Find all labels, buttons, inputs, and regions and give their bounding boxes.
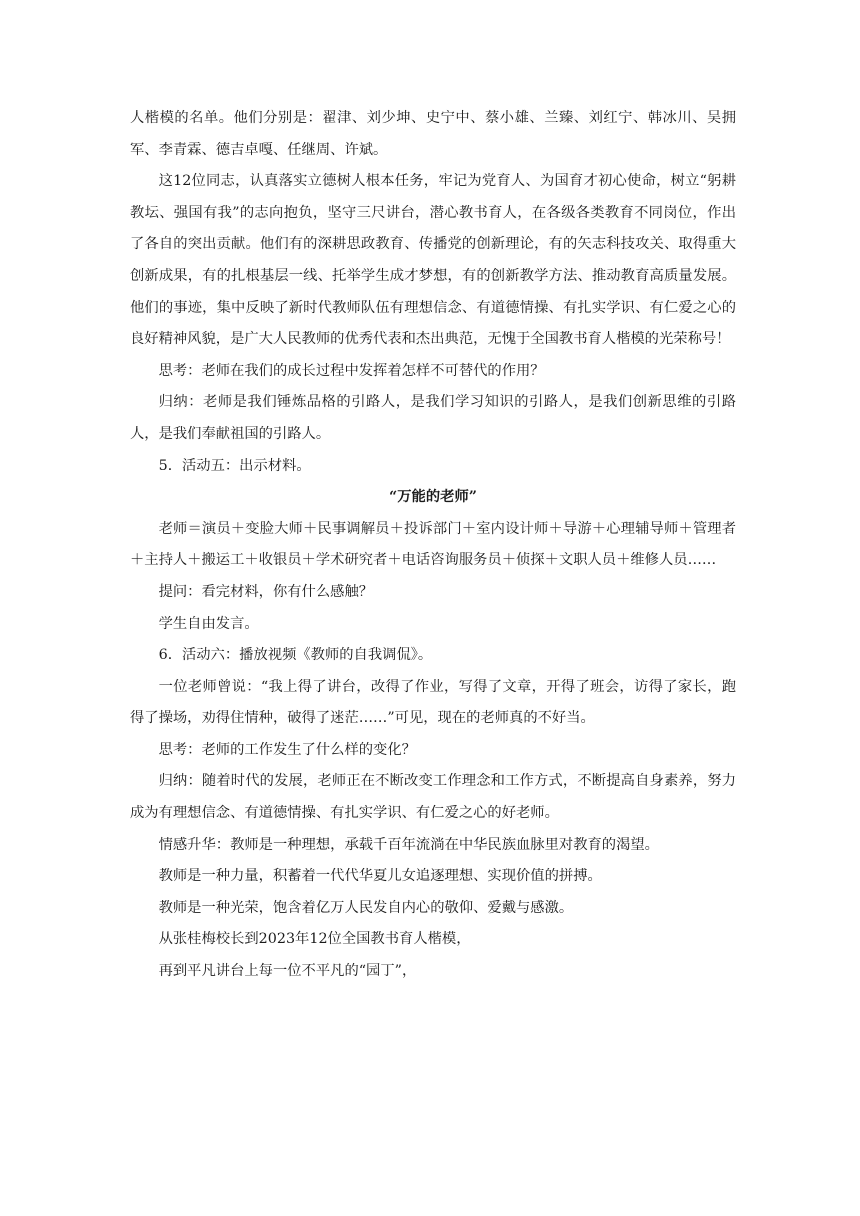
paragraph-teacher-said: 一位老师曾说：“我上得了讲台，改得了作业，写得了文章，开得了班会，访得了家长，跑得了操场，劝得住情种，破得了迷茫……”可见，现在的老师真的不好当。 xyxy=(130,678,736,727)
paragraph-question: 提问：看完材料，你有什么感触？ xyxy=(158,583,374,600)
paragraph-summary-2: 归纳：随着时代的发展，老师正在不断改变工作理念和工作方式，不断提高自身素养，努力成为有理想信念、有道德情操、有扎实学识、有仁爱之心的好老师。 xyxy=(130,773,736,822)
paragraph-names: 人楷模的名单。他们分别是：翟津、刘少坤、史宁中、蔡小雄、兰臻、刘红宁、韩冰川、吴拥军、李青霖、德吉卓嘎、任继周、许斌。 xyxy=(130,110,736,158)
paragraph-zhang: 从张桂梅校长到2023年12位全国教书育人楷模， xyxy=(158,931,471,948)
paragraph-think-2: 思考：老师的工作发生了什么样的变化？ xyxy=(158,741,416,758)
paragraph-power: 教师是一种力量，积蓄着一代代华夏儿女追逐理想、实现价值的拼搏。 xyxy=(158,868,602,885)
paragraph-think-1: 思考：老师在我们的成长过程中发挥着怎样不可替代的作用？ xyxy=(158,362,545,379)
paragraph-teacher-equation: 老师＝演员＋变脸大师＋民事调解员＋投诉部门＋室内设计师＋导游＋心理辅导师＋管理者＋主持人＋搬运工＋收银员＋学术研究者＋电话咨询服务员＋侦探＋文职人员＋维修人员…… xyxy=(130,520,736,569)
paragraph-twelve-comrades: 这12位同志，认真落实立德树人根本任务，牢记为党育人、为国育才初心使命，树立“躬耕教坛、强国有我”的志向抱负，坚守三尺讲台，潜心教书育人，在各级各类教育不同岗位，作出了各自的突出贡献。他们有的深耕思政教育、传播党的创新理论，有的矢志科技攻关、取得重大创新成果，有的扎根基层一线、托举学生成才梦想，有的创新教学方法、推动教育高质量发展。他们的事迹，集中反映了新时代教师队伍有理想信念、有道德情操、有扎实学识、有仁爱之心的良好精神风貌，是广大人民教师的优秀代表和杰出典范，无愧于全国教书育人楷模的光荣称号！ xyxy=(130,173,736,348)
paragraph-activity-5: 5．活动五：出示材料。 xyxy=(158,457,311,474)
paragraph-honor: 教师是一种光荣，饱含着亿万人民发自内心的敬仰、爱戴与感激。 xyxy=(158,899,574,916)
paragraph-emotion: 情感升华：教师是一种理想，承载千百年流淌在中华民族血脉里对教育的渴望。 xyxy=(158,836,659,853)
document-page xyxy=(130,103,736,988)
paragraph-free-speech: 学生自由发言。 xyxy=(158,615,259,632)
material-title: “万能的老师” xyxy=(389,489,477,506)
paragraph-gardener: 再到平凡讲台上每一位不平凡的“园丁”， xyxy=(158,963,417,980)
paragraph-summary-1: 归纳：老师是我们锤炼品格的引路人，是我们学习知识的引路人，是我们创新思维的引路人，是我们奉献祖国的引路人。 xyxy=(130,394,736,442)
paragraph-activity-6: 6．活动六：播放视频《教师的自我调侃》。 xyxy=(158,647,433,664)
